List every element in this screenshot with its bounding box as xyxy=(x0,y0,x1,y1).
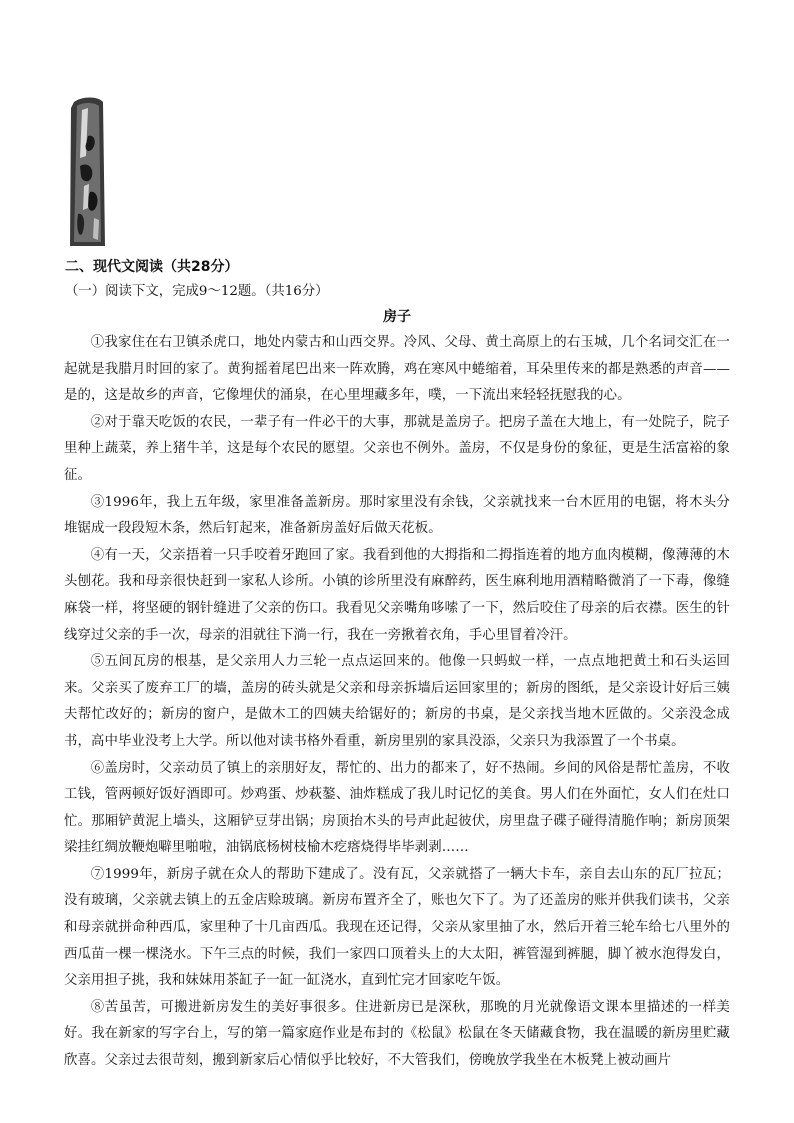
paragraph-2: ②对于靠天吃饭的农民，一辈子有一件必干的大事，那就是盖房子。把房子盖在大地上，有一处院子，院子里种上蔬菜，养上猪牛羊，这是每个农民的愿望。父亲也不例外。盖房，不仅是身份的象征，更是生活富裕的象征。 xyxy=(64,414,730,483)
paragraph-7: ⑦1999年，新房子就在众人的帮助下建成了。没有瓦，父亲就搭了一辆大卡车，亲自去山东的瓦厂拉瓦；没有玻璃，父亲就去镇上的五金店赊玻璃。新房布置齐全了，账也欠下了。为了还盖房的账并供我们读书，父亲和母亲就拼命种西瓜，家里种了十几亩西瓜。我现在还记得，父亲从家里抽了水，然后开着三轮车给七八里外的西瓜苗一棵一棵浇水。下午三点的时候，我们一家四口顶着头上的大太阳，裤管湿到裤腿，脚丫被水泡得发白，父亲用担子挑，我和妹妹用茶缸子一缸一缸浇水，直到忙完才回家吃午饭。 xyxy=(64,866,730,989)
paragraph-3: ③1996年，我上五年级，家里准备盖新房。那时家里没有余钱，父亲就找来一台木匠用的电锯，将木头分堆锯成一段段短木条，然后钉起来，准备新房盖好后做天花板。 xyxy=(64,494,730,537)
paragraph-8: ⑧苦虽苦，可搬进新房发生的美好事很多。住进新房已是深秋，那晚的月光就像语文课本里描述的一样美好。我在新家的写字台上，写的第一篇家庭作业是布封的《松鼠》松鼠在冬天储藏食物，我在温暖的新房里贮藏欣喜。父亲过去很苛刻，搬到新家后心情似乎比较好，不大管我们，傍晚放学我坐在木板凳上被动画片 xyxy=(64,999,730,1069)
paragraph-6: ⑥盖房时，父亲动员了镇上的亲朋好友，帮忙的、出力的都来了，好不热闹。乡间的风俗是帮忙盖房，不收工钱，管两顿好饭好酒即可。炒鸡蛋、炒萩鏊、油炸糕成了我儿时记忆的美食。男人们在外面忙，女人们在灶口忙。那厢铲黄泥上墙头，这厢铲豆芽出锅；房顶抬木头的号声此起彼伏，房里盘子碟子碰得清脆作响；新房顶架梁挂红绸放鞭炮噼里啪啦，油锅底杨树枝榆木疙瘩烧得毕毕剥剥…… xyxy=(64,760,730,856)
article-title: 房子 xyxy=(383,309,411,325)
article-body xyxy=(64,330,730,1075)
paragraph-4: ④有一天，父亲捂着一只手咬着牙跑回了家。我看到他的大拇指和二拇指连着的地方血肉模糊，像薄薄的木头刨花。我和母亲很快赶到一家私人诊所。小镇的诊所里没有麻醉药，医生麻利地用酒精略微消了一下毒，像缝麻袋一样，将坚硬的钢针缝进了父亲的伤口。我看见父亲嘴角哆嗦了一下，然后咬住了母亲的后衣襟。医生的针线穿过父亲的手一次，母亲的泪就往下淌一行，我在一旁揪着衣角，手心里冒着冷汗。 xyxy=(64,547,730,643)
paragraph-5: ⑤五间瓦房的根基，是父亲用人力三轮一点点运回来的。他像一只蚂蚁一样，一点点地把黄土和石头运回来。父亲买了废弃工厂的墙，盖房的砖头就是父亲和母亲拆墙后运回家里的；新房的图纸，是父亲设计好后三姨夫帮忙改好的；新房的窗户，是做木工的四姨夫给锯好的；新房的书桌，是父亲找当地木匠做的。父亲没念成书，高中毕业没考上大学。所以他对读书格外看重，新房里别的家具没添，父亲只为我添置了一个书桌。 xyxy=(64,654,730,749)
section-heading: 二、现代文阅读（共28分） xyxy=(65,259,239,275)
carved-artifact-image xyxy=(68,96,106,252)
paragraph-1: ①我家住在右卫镇杀虎口，地处内蒙古和山西交界。冷风、父母、黄土高原上的右玉城，几个名词交汇在一起就是我腊月时回的家了。黄狗摇着尾巴出来一阵欢腾，鸡在寒风中蜷缩着，耳朵里传来的都是熟悉的声音——是的，这是故乡的声音，它像埋伏的涌泉，在心里埋藏多年，噗，一下流出来轻轻抚慰我的心。 xyxy=(64,335,730,404)
sub-heading: （一）阅读下文，完成9～12题。（共16分） xyxy=(65,284,329,299)
